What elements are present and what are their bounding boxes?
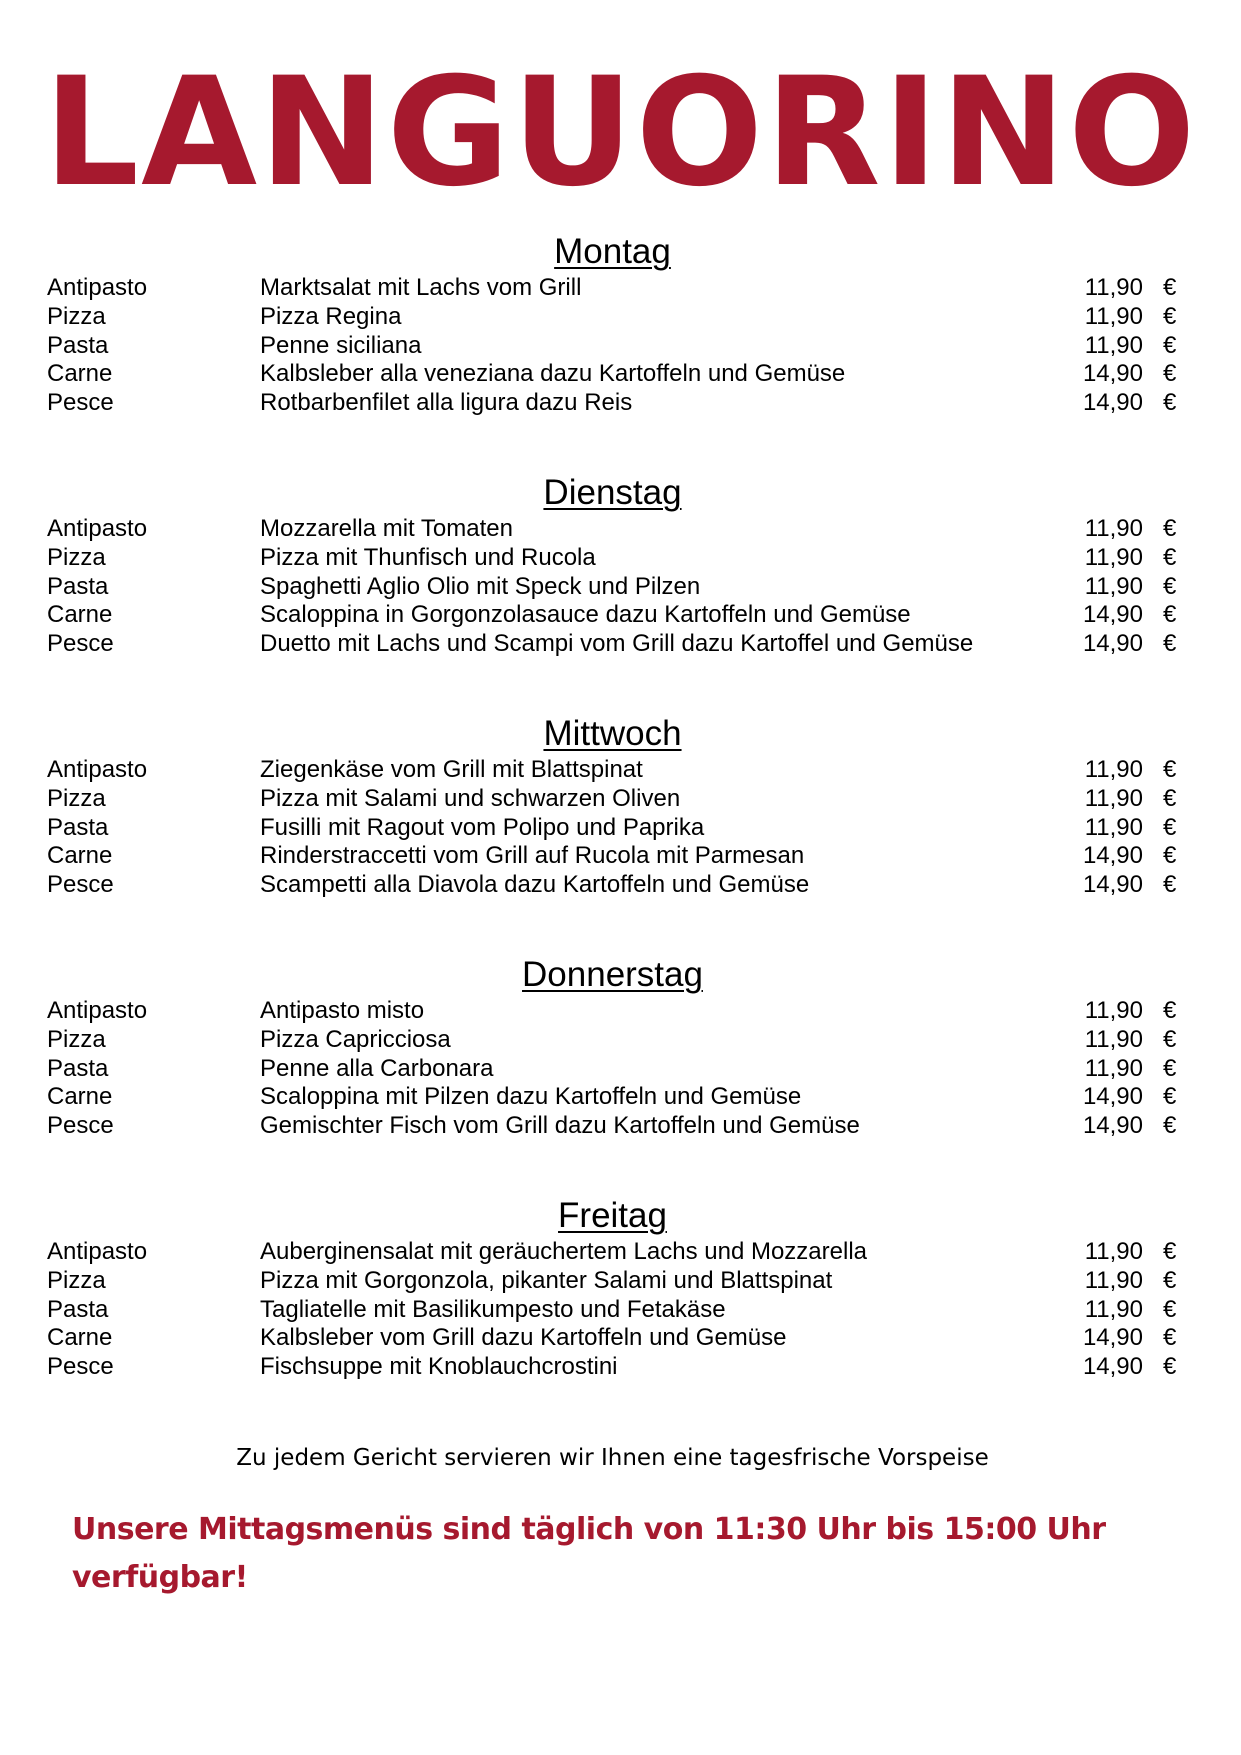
menu-item-currency: €	[1163, 389, 1177, 417]
menu-item-row	[0, 630, 1241, 659]
menu-item-dish: Pizza mit Gorgonzola, pikanter Salami und Blattspinat	[260, 1266, 833, 1294]
menu-item-dish: Duetto mit Lachs und Scampi vom Grill dazu Kartoffel und Gemüse	[260, 630, 974, 658]
menu-item-dish: Marktsalat mit Lachs vom Grill	[260, 274, 582, 301]
menu-item-currency: €	[1163, 601, 1177, 629]
menu-item-row	[0, 871, 1241, 900]
menu-item-row	[0, 1296, 1241, 1325]
menu-item-row	[0, 1353, 1241, 1382]
menu-item-currency: €	[1163, 630, 1177, 658]
menu-item-dish: Kalbsleber alla veneziana dazu Kartoffeln und Gemüse	[260, 360, 846, 388]
menu-item-price: 11,90	[1084, 1238, 1143, 1265]
brand-logo: LANGUORINO	[43, 46, 1198, 220]
menu-item-dish: Mozzarella mit Tomaten	[260, 515, 513, 542]
menu-item-row	[0, 332, 1241, 361]
menu-item-category: Antipasto	[47, 756, 148, 783]
appetizer-note	[0, 1443, 1241, 1473]
menu-items	[0, 274, 1241, 418]
menu-item-price: 11,90	[1084, 784, 1143, 812]
day-title-text: Mittwoch	[543, 714, 682, 753]
menu-item-price: 11,90	[1084, 515, 1143, 542]
menu-item-category: Pizza	[47, 543, 106, 571]
menu-item-dish: Kalbsleber vom Grill dazu Kartoffeln und Gemüse	[260, 1324, 787, 1352]
menu-item-currency: €	[1163, 331, 1177, 359]
menu-item-dish: Scaloppina in Gorgonzolasauce dazu Kartoffeln und Gemüse	[260, 601, 911, 629]
menu-item-category: Pesce	[47, 1112, 114, 1140]
day-title	[0, 232, 1241, 272]
appetizer-note-text: Zu jedem Gericht servieren wir Ihnen eine tagesfrische Vorspeise	[236, 1445, 989, 1471]
day-title-text: Dienstag	[543, 473, 682, 512]
menu-item-dish: Gemischter Fisch vom Grill dazu Kartoffeln und Gemüse	[260, 1112, 860, 1140]
menu-item-price: 11,90	[1084, 756, 1143, 783]
menu-item-currency: €	[1163, 360, 1177, 388]
menu-item-currency: €	[1163, 1266, 1177, 1294]
day-section-montag	[0, 232, 1241, 418]
menu-item-row	[0, 1324, 1241, 1353]
menu-item-dish: Ziegenkäse vom Grill mit Blattspinat	[260, 756, 643, 783]
menu-item-category: Pizza	[47, 1266, 106, 1294]
menu-item-category: Pizza	[47, 1025, 106, 1053]
menu-item-price: 11,90	[1084, 813, 1143, 841]
menu-item-dish: Fusilli mit Ragout vom Polipo und Paprika	[260, 813, 705, 841]
menu-item-dish: Antipasto misto	[260, 997, 425, 1024]
day-title	[0, 955, 1241, 995]
menu-item-category: Pasta	[47, 572, 109, 600]
menu-item-currency: €	[1163, 543, 1177, 571]
menu-item-dish: Pizza mit Thunfisch und Rucola	[260, 543, 596, 571]
menu-item-row	[0, 1238, 1241, 1267]
menu-item-row	[0, 1267, 1241, 1296]
menu-item-currency: €	[1163, 1353, 1177, 1381]
menu-item-currency: €	[1163, 1054, 1177, 1082]
menu-item-category: Carne	[47, 1324, 113, 1352]
menu-item-category: Pesce	[47, 1353, 114, 1381]
menu-item-row	[0, 573, 1241, 602]
menu-item-price: 11,90	[1084, 274, 1143, 301]
menu-item-row	[0, 1083, 1241, 1112]
menu-item-price: 14,90	[1082, 1112, 1143, 1140]
menu-item-dish: Auberginensalat mit geräuchertem Lachs und Mozzarella	[260, 1238, 867, 1265]
menu-item-dish: Pizza Capricciosa	[260, 1025, 451, 1053]
menu-item-dish: Fischsuppe mit Knoblauchcrostini	[260, 1353, 618, 1381]
menu-item-currency: €	[1163, 813, 1177, 841]
menu-item-category: Pasta	[47, 1295, 109, 1323]
menu-item-price: 11,90	[1084, 1266, 1143, 1294]
menu-item-category: Carne	[47, 601, 113, 629]
menu-item-row	[0, 1112, 1241, 1141]
menu-item-currency: €	[1163, 871, 1177, 899]
menu-item-price: 11,90	[1084, 1295, 1143, 1323]
menu-item-price: 14,90	[1082, 842, 1143, 870]
menu-item-price: 14,90	[1082, 601, 1143, 629]
menu-item-dish: Rotbarbenfilet alla ligura dazu Reis	[260, 389, 633, 417]
menu-items	[0, 1238, 1241, 1382]
menu-items	[0, 997, 1241, 1141]
menu-item-row	[0, 389, 1241, 418]
menu-item-currency: €	[1163, 515, 1177, 542]
menu-item-price: 14,90	[1082, 630, 1143, 658]
menu-item-price: 11,90	[1084, 572, 1143, 600]
menu-item-currency: €	[1163, 1083, 1177, 1111]
menu-item-row	[0, 544, 1241, 573]
menu-item-row	[0, 274, 1241, 303]
menu-item-dish: Scampetti alla Diavola dazu Kartoffeln und Gemüse	[260, 871, 810, 899]
menu-item-price: 14,90	[1082, 1353, 1143, 1381]
day-title-text: Donnerstag	[522, 955, 703, 994]
menu-item-dish: Scaloppina mit Pilzen dazu Kartoffeln und Gemüse	[260, 1083, 802, 1111]
day-title	[0, 473, 1241, 513]
day-section-freitag	[0, 1196, 1241, 1382]
menu-item-currency: €	[1163, 572, 1177, 600]
menu-item-row	[0, 303, 1241, 332]
day-title-text: Montag	[554, 232, 671, 271]
menu-item-category: Antipasto	[47, 1238, 148, 1265]
menu-item-category: Antipasto	[47, 515, 148, 542]
menu-item-category: Antipasto	[47, 274, 148, 301]
menu-item-row	[0, 1026, 1241, 1055]
day-title	[0, 714, 1241, 754]
menu-item-row	[0, 601, 1241, 630]
menu-item-row	[0, 515, 1241, 544]
menu-item-row	[0, 360, 1241, 389]
menu-item-currency: €	[1163, 1025, 1177, 1053]
day-section-donnerstag	[0, 955, 1241, 1141]
menu-item-row	[0, 756, 1241, 785]
menu-item-dish: Penne siciliana	[260, 331, 422, 359]
menu-item-currency: €	[1163, 302, 1177, 330]
menu-item-category: Pasta	[47, 1054, 109, 1082]
menu-item-dish: Pizza Regina	[260, 302, 402, 330]
menu-item-currency: €	[1163, 756, 1177, 783]
menu-item-price: 11,90	[1084, 1054, 1143, 1082]
menu-item-currency: €	[1163, 1112, 1177, 1140]
menu-item-row	[0, 842, 1241, 871]
menu-item-category: Pesce	[47, 389, 114, 417]
menu-item-price: 14,90	[1082, 389, 1143, 417]
day-title	[0, 1196, 1241, 1236]
menu-item-category: Pizza	[47, 784, 106, 812]
menu-item-currency: €	[1163, 1295, 1177, 1323]
menu-item-category: Pasta	[47, 331, 109, 359]
menu-item-price: 11,90	[1084, 997, 1143, 1024]
menu-item-price: 14,90	[1082, 360, 1143, 388]
menu-item-category: Carne	[47, 360, 113, 388]
menu-item-currency: €	[1163, 1238, 1177, 1265]
menu-item-category: Carne	[47, 842, 113, 870]
menu-item-price: 14,90	[1082, 871, 1143, 899]
menu-item-price: 14,90	[1082, 1324, 1143, 1352]
menu-item-currency: €	[1163, 997, 1177, 1024]
menu-item-category: Carne	[47, 1083, 113, 1111]
menu-item-currency: €	[1163, 842, 1177, 870]
lunch-hours-notice: Unsere Mittagsmenüs sind täglich von 11:30 Uhr bis 15:00 Uhr verfügbar!	[72, 1512, 1106, 1595]
menu-item-category: Pesce	[47, 871, 114, 899]
menu-item-currency: €	[1163, 1324, 1177, 1352]
menu-item-category: Pesce	[47, 630, 114, 658]
menu-item-category: Pasta	[47, 813, 109, 841]
menu-item-category: Antipasto	[47, 997, 148, 1024]
menu-item-dish: Spaghetti Aglio Olio mit Speck und Pilzen	[260, 572, 701, 600]
menu-item-category: Pizza	[47, 302, 106, 330]
menu-item-dish: Rinderstraccetti vom Grill auf Rucola mit Parmesan	[260, 842, 805, 870]
menu-items	[0, 756, 1241, 900]
menu-item-price: 11,90	[1084, 331, 1143, 359]
menu-items	[0, 515, 1241, 659]
menu-item-price: 11,90	[1084, 302, 1143, 330]
menu-item-price: 11,90	[1084, 543, 1143, 571]
menu-item-price: 14,90	[1082, 1083, 1143, 1111]
menu-item-row	[0, 814, 1241, 843]
menu-item-row	[0, 785, 1241, 814]
menu-item-dish: Tagliatelle mit Basilikumpesto und Fetakäse	[260, 1295, 726, 1323]
menu-item-dish: Pizza mit Salami und schwarzen Oliven	[260, 784, 681, 812]
menu-item-dish: Penne alla Carbonara	[260, 1054, 494, 1082]
day-title-text: Freitag	[558, 1196, 667, 1235]
menu-item-price: 11,90	[1084, 1025, 1143, 1053]
menu-item-currency: €	[1163, 784, 1177, 812]
menu-item-currency: €	[1163, 274, 1177, 301]
menu-item-row	[0, 997, 1241, 1026]
day-section-mittwoch	[0, 714, 1241, 900]
day-section-dienstag	[0, 473, 1241, 659]
menu-item-row	[0, 1055, 1241, 1084]
